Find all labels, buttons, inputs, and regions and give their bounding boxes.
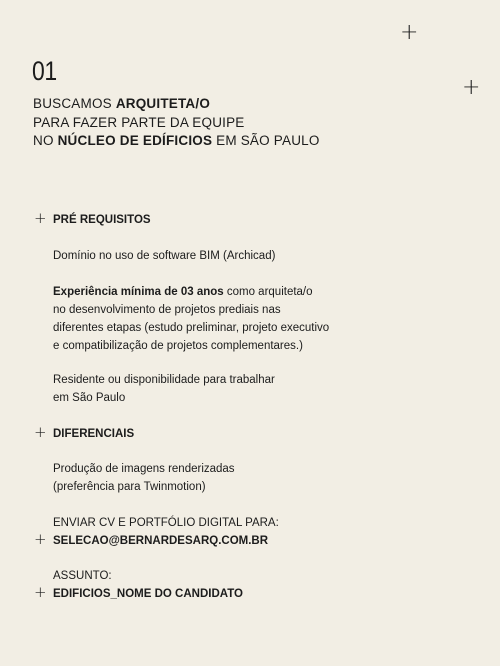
subject-label: ASSUNTO: — [53, 570, 112, 582]
requirements-title: PRÉ REQUISITOS — [53, 214, 151, 226]
differential-item: Produção de imagens renderizadas — [53, 463, 235, 475]
differentials-title: DIFERENCIAIS — [53, 428, 135, 440]
differential-item-line: (preferência para Twinmotion) — [53, 481, 206, 493]
headline-text: NO — [33, 133, 58, 148]
requirement-item-line: e compatibilização de projetos complementares.) — [53, 340, 303, 352]
section-number: 01 — [32, 56, 57, 86]
job-title: ARQUITETA/O — [115, 96, 211, 111]
decorative-plus-icon: + — [400, 20, 419, 45]
requirement-item — [53, 283, 313, 301]
requirement-item-line: no desenvolvimento de projetos prediais nas — [53, 304, 281, 316]
contact-email[interactable]: SELECAO@BERNARDESARQ.COM.BR — [53, 535, 269, 547]
experience-highlight: Experiência mínima de 03 anos — [53, 286, 224, 298]
requirement-item: Residente ou disponibilidade para trabalhar — [53, 374, 275, 386]
decorative-plus-icon: + — [462, 75, 481, 100]
plus-icon: + — [34, 583, 47, 601]
requirement-text: como arquiteta/o — [223, 286, 313, 298]
department-name: NÚCLEO DE EDÍFICIOS — [57, 133, 213, 148]
requirement-item-line: diferentes etapas (estudo preliminar, projeto executivo — [53, 322, 330, 334]
headline-line-3 — [33, 132, 320, 151]
send-cv-label: ENVIAR CV E PORTFÓLIO DIGITAL PARA: — [53, 517, 279, 529]
requirement-item: Domínio no uso de software BIM (Archicad) — [53, 250, 276, 262]
plus-icon: + — [34, 209, 47, 227]
headline-line-1 — [33, 95, 320, 114]
headline-text: EM SÃO PAULO — [212, 133, 320, 148]
headline-line-2: PARA FAZER PARTE DA EQUIPE — [33, 114, 245, 130]
headline-text: BUSCAMOS — [33, 96, 116, 111]
requirement-item-line: em São Paulo — [53, 392, 126, 404]
plus-icon: + — [34, 530, 47, 548]
plus-icon: + — [34, 423, 47, 441]
email-subject: EDIFICIOS_NOME DO CANDIDATO — [53, 588, 243, 600]
headline — [33, 95, 320, 151]
